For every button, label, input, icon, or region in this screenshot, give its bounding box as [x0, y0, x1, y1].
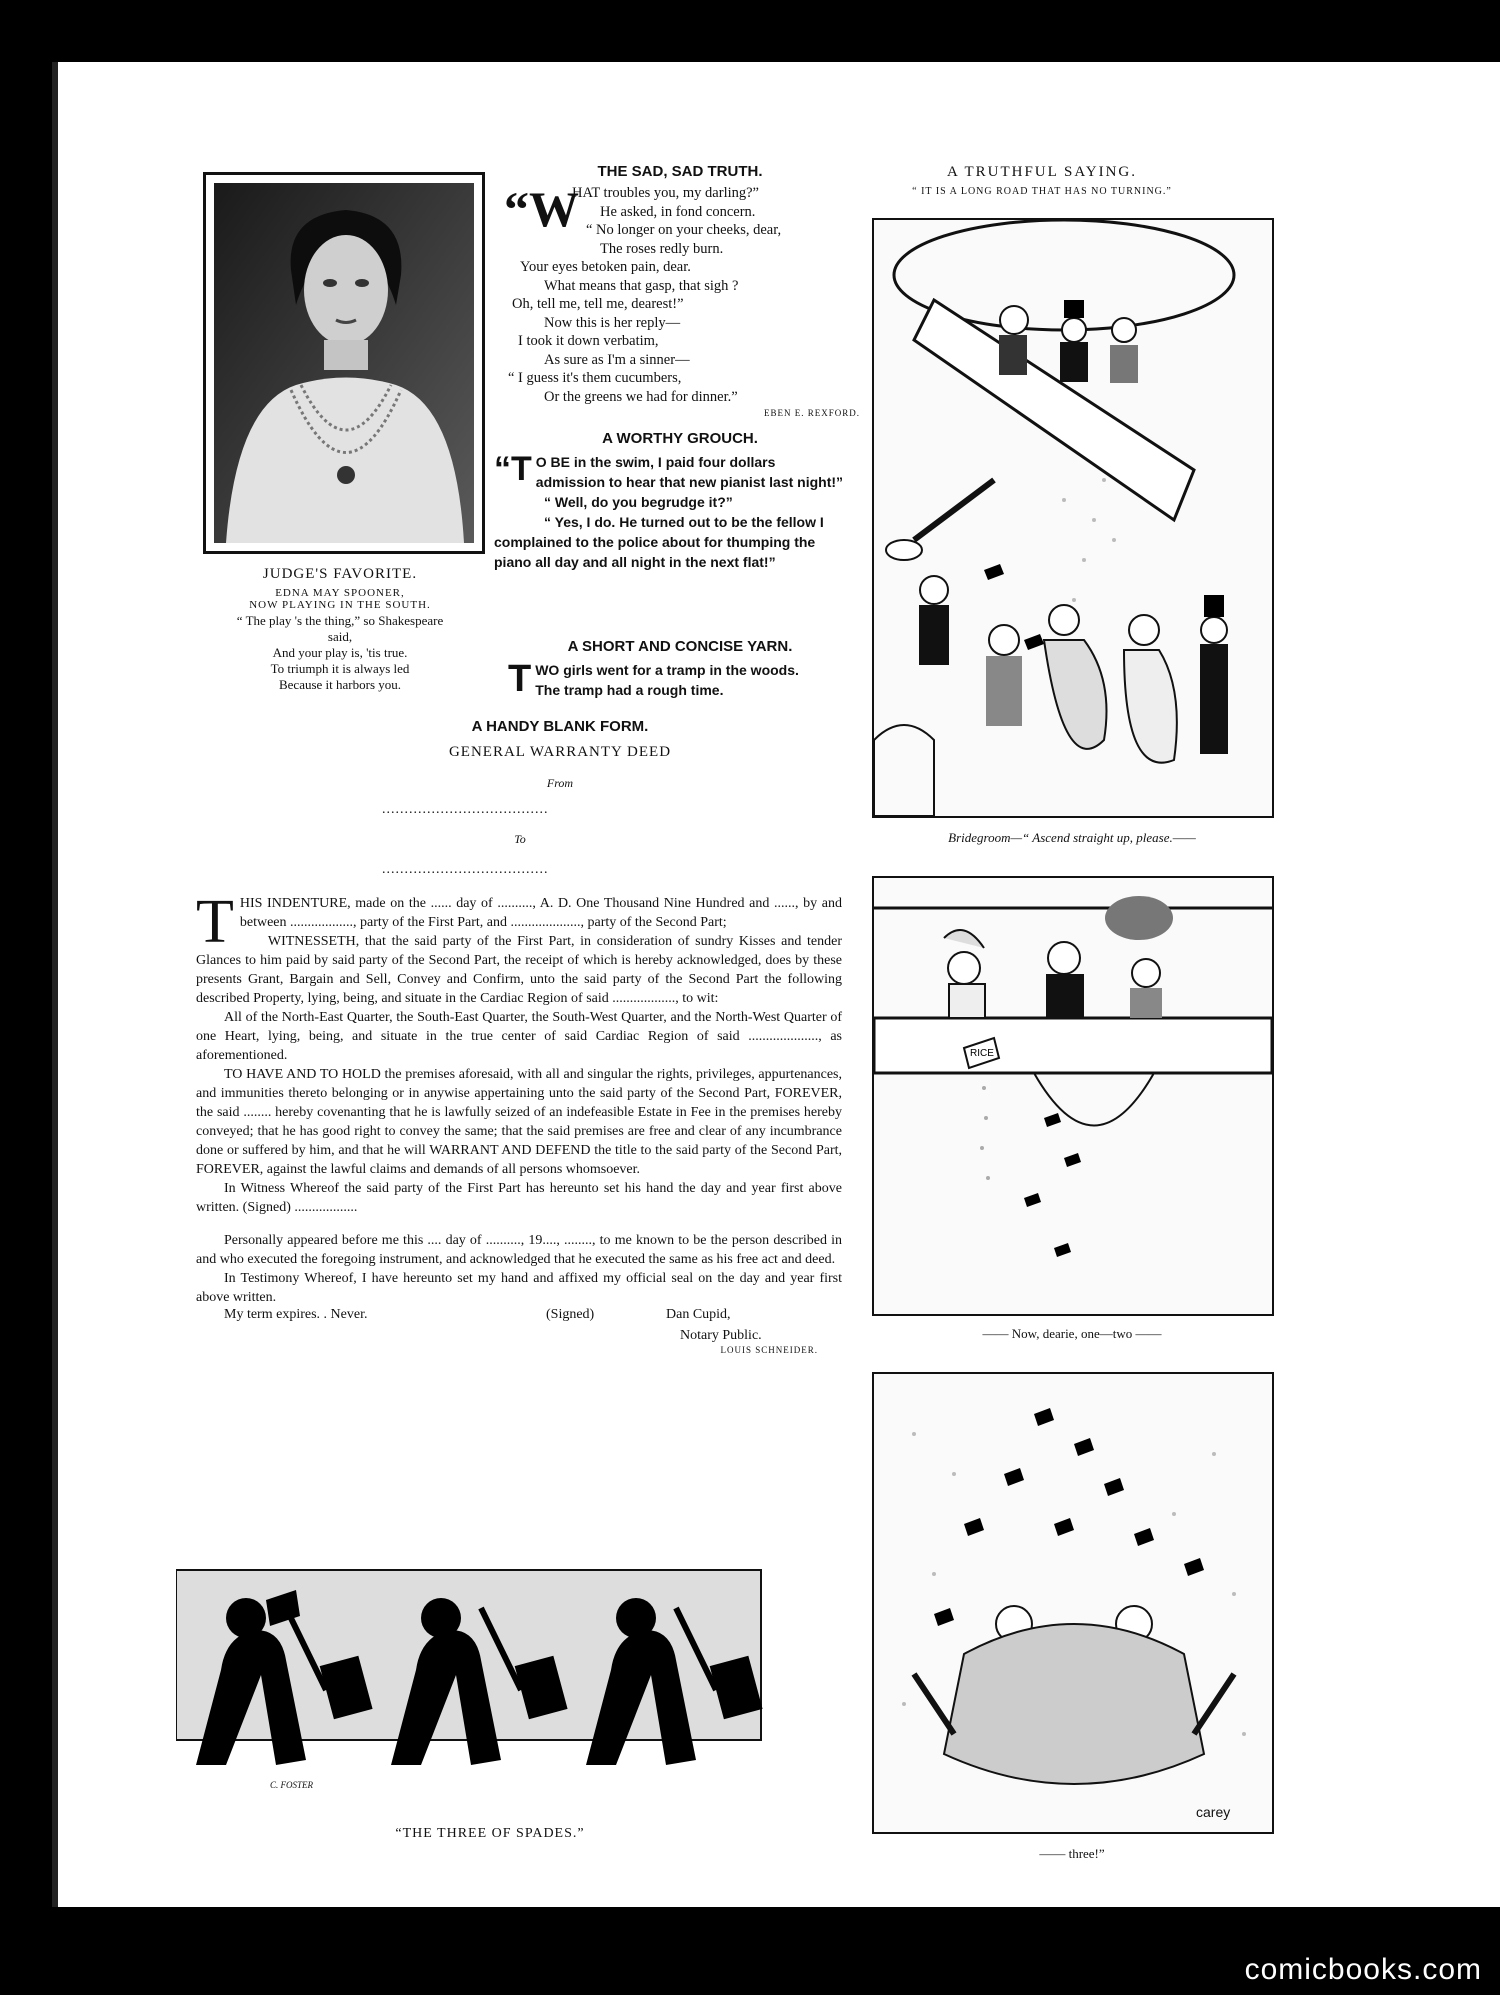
yarn-title: A SHORT AND CONCISE YARN. [567, 638, 793, 655]
yarn-line-2: The tramp had a rough time. [535, 682, 724, 698]
cartoon-signature: carey [1196, 1804, 1231, 1820]
poem-line: Or the greens we had for dinner.” [544, 388, 738, 405]
yarn-dropcap: T [508, 658, 532, 700]
sad-truth-dropcap: “W [504, 181, 579, 237]
poem-line: The roses redly burn. [600, 240, 724, 257]
grouch-dropcap: “T [494, 450, 532, 488]
deed-para: In Testimony Whereof, I have hereunto set my hand and affixed my official seal on the day and year first above written. [196, 1271, 842, 1305]
poem-line: HAT troubles you, my darling?” [572, 185, 759, 201]
grouch-para-2: “ Well, do you begrudge it?” [544, 494, 733, 510]
shoe-shower-illustration [874, 1374, 1272, 1832]
grouch-para-1 [494, 452, 846, 492]
deed-signed-label: (Signed) [546, 1307, 595, 1322]
sad-truth-title: THE SAD, SAD TRUTH. [597, 163, 763, 180]
airship-rice-illustration [874, 878, 1272, 1314]
yarn-story [508, 660, 860, 700]
deed-para: HIS INDENTURE, made on the ...... day of .........., A. D. One Thousand Nine Hundred and ......, by and between .................., party of the First Part, and ...................., party of the Second Part; [239, 896, 842, 930]
deed-signer: Dan Cupid, [666, 1307, 731, 1322]
poem-line: “ I guess it's them cucumbers, [508, 370, 682, 386]
sad-truth-author: EBEN E. REXFORD. [763, 408, 860, 418]
airship-ascent-illustration [874, 220, 1272, 816]
verse-line: And your play is, 'tis true. [272, 645, 408, 660]
cartoon-panel-1 [872, 218, 1274, 818]
grouch-para-3: “ Yes, I do. He turned out to be the fellow I complained to the police about for thumping the piano all day and all night in the next flat!” [494, 514, 824, 570]
verse-line: Because it harbors you. [278, 677, 402, 692]
panel-3-caption: —— three!” [1039, 1846, 1105, 1861]
poem-line: I took it down verbatim, [518, 333, 659, 349]
spades-signature: C. FOSTER [270, 1780, 314, 1790]
spades-caption: “THE THREE OF SPADES.” [395, 1826, 585, 1841]
deed-signer-title: Notary Public. [680, 1328, 762, 1343]
deed-para: All of the North-East Quarter, the South-East Quarter, the South-West Quarter, and the North-West Quarter of one Heart, lying, being, and situate in the true center of said Cardiac Region of said ...................., as aforementioned. [196, 1010, 842, 1063]
saying-title: A TRUTHFUL SAYING. [946, 164, 1138, 180]
verse-line: To triumph it is always led [270, 661, 410, 676]
deed-term: My term expires. . Never. [224, 1307, 368, 1322]
portrait-verse [190, 613, 490, 693]
deed-para: Personally appeared before me this .... day of .........., 19...., ........, to me known to be the person described in and who executed the foregoing instrument, and acknowledged that he executed the same as his free act and deed. [196, 1233, 842, 1267]
panel-1-caption: Bridegroom—“ Ascend straight up, please.—— [948, 830, 1196, 845]
portrait-photo [203, 172, 485, 554]
poem-line: Oh, tell me, tell me, dearest!” [512, 296, 684, 312]
portrait-caption [190, 566, 490, 693]
binding-gutter [52, 62, 58, 1907]
cartoon-panel-2 [872, 876, 1274, 1316]
rice-sack-label: RICE [970, 1048, 994, 1059]
poem-line: What means that gasp, that sigh ? [544, 277, 739, 294]
portrait-illustration [206, 175, 482, 551]
panel-2-caption: —— Now, dearie, one—two —— [982, 1326, 1162, 1341]
form-subtitle: GENERAL WARRANTY DEED [448, 744, 672, 760]
deed-signature-row [196, 1307, 842, 1326]
deed-para: In Witness Whereof the said party of the First Part has hereunto set his hand the day and year first above written. (Signed) .................. [196, 1181, 842, 1215]
form-from-label: From [546, 776, 574, 790]
grouch-story [494, 452, 846, 572]
poem-line: Your eyes betoken pain, dear. [520, 259, 691, 275]
portrait-caption-title: JUDGE'S FAVORITE. [262, 566, 418, 582]
form-to-line: ..................................... [382, 862, 549, 877]
saying-subtitle: “ IT IS A LONG ROAD THAT HAS NO TURNING.” [912, 186, 1172, 197]
spades-illustration [176, 1550, 822, 1850]
form-title: A HANDY BLANK FORM. [471, 718, 649, 735]
deed-para: TO HAVE AND TO HOLD the premises aforesaid, with all and singular the rights, privileges, appurtenances, and immunities thereto belonging or in anywise appertaining unto the said party of the Second Part, FOREVER, the said ........ hereby covenanting that he is lawfully seized of an indefeasible Estate in Fee in the premises hereby conveyed; that he has good right to convey the same; that the said premises are free and clear of any incumbrance done or suffered by him, and that he will WARRANT AND DEFEND the title to the said party of the Second Part, FOREVER, against the lawful claims and demands of all persons whomsoever. [196, 1067, 842, 1177]
poem-line: “ No longer on your cheeks, dear, [586, 222, 782, 238]
deed-para: WITNESSETH, that the said party of the First Part, in consideration of sundry Kisses and tender Glances to him paid by said party of the Second Part, the receipt of which is hereby acknowledged, does by these presents Grant, Bargain and Sell, Convey and Confirm, unto the said party of the Second Part the following described Property, lying, being, and situate in the Cardiac Region of said .................., to wit: [196, 934, 842, 1006]
deed-author: LOUIS SCHNEIDER. [720, 1345, 818, 1355]
portrait-subject-note: NOW PLAYING IN THE SOUTH. [249, 599, 431, 611]
grouch-title: A WORTHY GROUCH. [602, 430, 758, 447]
deed-body [196, 888, 842, 1355]
portrait-subject-name: EDNA MAY SPOONER, [275, 587, 405, 599]
deed-dropcap: T [196, 888, 234, 956]
form-from-line: ..................................... [382, 802, 549, 817]
poem-line: As sure as I'm a sinner— [544, 351, 690, 368]
verse-line: said, [327, 629, 353, 644]
cartoon-panel-3 [872, 1372, 1274, 1834]
form-to-label: To [514, 832, 526, 846]
sad-truth-poem [498, 181, 860, 418]
poem-line: He asked, in fond concern. [600, 203, 756, 220]
yarn-line-1: WO girls went for a tramp in the woods. [535, 662, 799, 678]
watermark: comicbooks.com [1244, 1953, 1482, 1986]
grouch-text: O BE in the swim, I paid four dollars admission to hear that new pianist last night!” [535, 454, 844, 490]
verse-line: “ The play 's the thing,” so Shakespeare [236, 613, 444, 628]
poem-line: Now this is her reply— [544, 314, 681, 331]
